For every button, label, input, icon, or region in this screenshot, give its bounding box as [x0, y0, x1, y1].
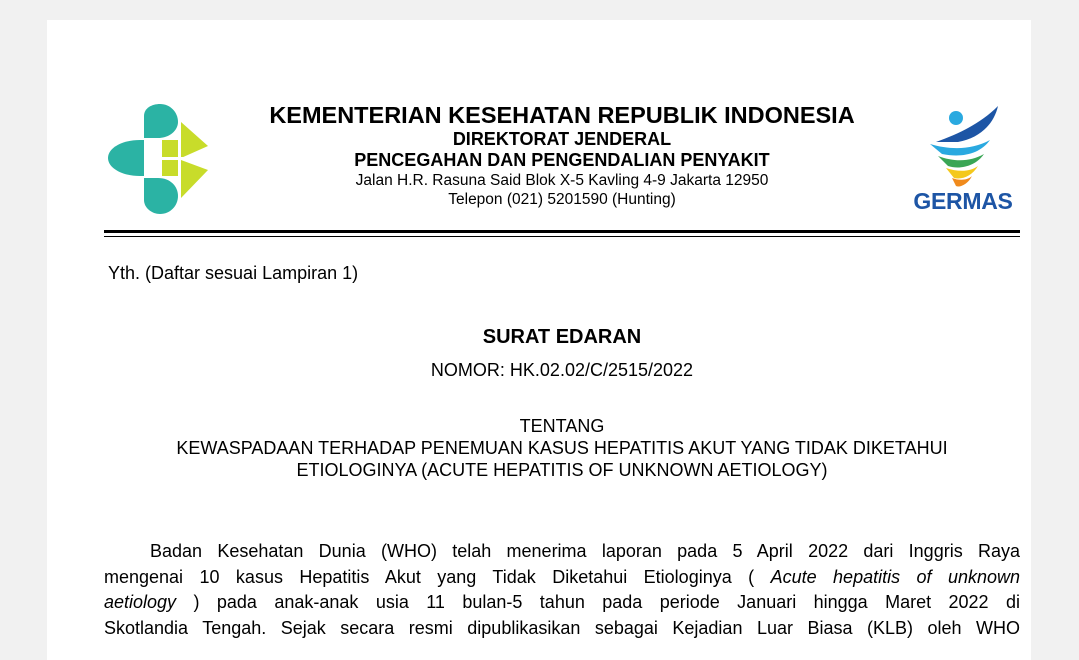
body-line-1 [104, 539, 1020, 565]
office-address: Jalan H.R. Rasuna Said Blok X-5 Kavling 4-9 Jakarta 12950 [355, 172, 769, 189]
document-number: NOMOR: HK.02.02/C/2515/2022 [430, 360, 694, 380]
kemenkes-logo-svg [104, 104, 212, 214]
germas-logo-text: GERMAS [913, 188, 1013, 214]
body-line-1-text: Badan Kesehatan Dunia (WHO) telah menerima laporan pada 5 April 2022 dari Inggris Raya [150, 541, 1020, 561]
subject-label: TENTANG [519, 416, 605, 436]
body-line-2 [104, 565, 1020, 591]
germas-logo [906, 104, 1020, 216]
body-line-2-text: mengenai 10 kasus Hepatitis Akut yang Tidak Diketahui Etiologinya ( [104, 566, 755, 587]
subject-line-1: KEWASPADAAN TERHADAP PENEMUAN KASUS HEPATITIS AKUT YANG TIDAK DIKETAHUI [176, 438, 948, 458]
division-name: PENCEGAHAN DAN PENGENDALIAN PENYAKIT [354, 150, 770, 170]
document-title: SURAT EDARAN [482, 326, 642, 348]
germas-figure-icon [906, 104, 1020, 188]
body-line-4-text: Skotlandia Tengah. Sejak secara resmi dipublikasikan sebagai Kejadian Luar Biasa (KLB) oleh WHO [104, 617, 1020, 638]
kemenkes-logo-icon [104, 104, 212, 214]
addressee: Yth. (Daftar sesuai Lampiran 1) [108, 263, 359, 283]
letterhead-divider-thin [104, 236, 1020, 237]
ministry-name: KEMENTERIAN KESEHATAN REPUBLIK INDONESIA [269, 102, 855, 128]
letterhead-divider-thick [104, 230, 1020, 233]
subject-line-2: ETIOLOGINYA (ACUTE HEPATITIS OF UNKNOWN AETIOLOGY) [296, 460, 828, 480]
body-line-3-text: ) pada anak-anak usia 11 bulan-5 tahun pada periode Januari hingga Maret 2022 di [193, 592, 1020, 612]
office-phone: Telepon (021) 5201590 (Hunting) [448, 191, 676, 208]
letterhead [222, 102, 902, 209]
body-line-3 [104, 590, 1020, 616]
body-line-4 [104, 616, 1020, 642]
directorate-general: DIREKTORAT JENDERAL [452, 129, 672, 149]
body-paragraph [104, 539, 1020, 641]
body-line-3-italic: aetiology [104, 592, 177, 612]
body-line-2-italic: Acute hepatitis of unknown [770, 566, 1020, 587]
